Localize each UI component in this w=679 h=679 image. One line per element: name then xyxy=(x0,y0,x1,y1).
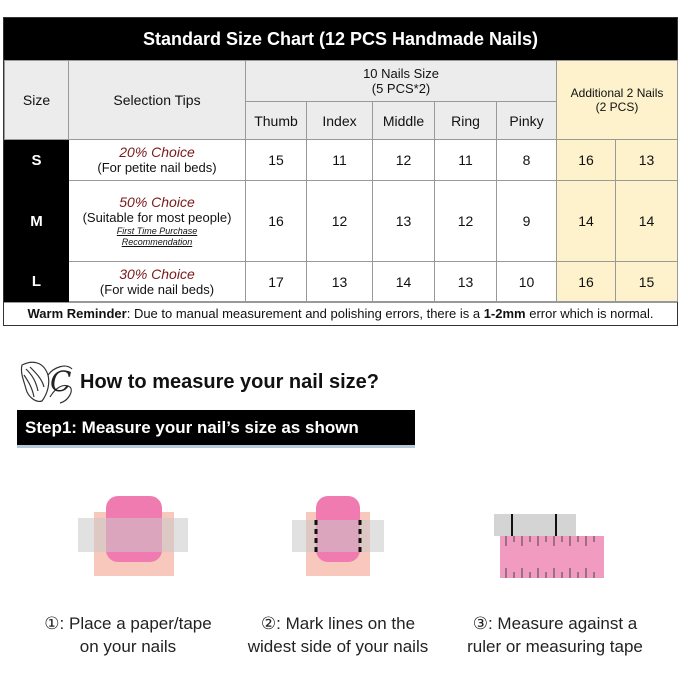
additional-value: 16 xyxy=(557,140,616,181)
step-caption-line2: ruler or measuring tape xyxy=(467,637,643,656)
header-size: Size xyxy=(5,61,69,140)
marked-nail-illustration xyxy=(292,492,384,576)
thumb-value: 15 xyxy=(246,140,307,181)
table-row xyxy=(5,181,678,262)
thumb-value: 16 xyxy=(246,181,307,262)
step-caption-2 xyxy=(236,612,440,658)
ring-value: 12 xyxy=(435,181,497,262)
step-caption-1 xyxy=(22,612,234,658)
thumb-value: 17 xyxy=(246,262,307,302)
table-row xyxy=(5,140,678,181)
size-chart xyxy=(3,17,678,326)
additional-value: 14 xyxy=(616,181,678,262)
ring-value: 11 xyxy=(435,140,497,181)
header-ten-nails-line1: 10 Nails Size xyxy=(363,66,439,81)
svg-text:C: C xyxy=(50,365,72,398)
step1-banner: Step1: Measure your nail’s size as shown xyxy=(17,410,415,448)
header-middle: Middle xyxy=(373,102,435,140)
middle-value: 12 xyxy=(373,140,435,181)
reminder-label: Warm Reminder xyxy=(27,306,127,321)
choice-description: (For wide nail beds) xyxy=(99,281,215,297)
table-row xyxy=(5,262,678,302)
middle-value: 14 xyxy=(373,262,435,302)
choice-description: (For petite nail beds) xyxy=(97,160,217,175)
step-caption-line2: on your nails xyxy=(79,637,177,656)
middle-value: 13 xyxy=(373,181,435,262)
header-ten-nails-line2: (5 PCS*2) xyxy=(371,81,431,96)
pinky-value: 9 xyxy=(497,181,557,262)
size-label: M xyxy=(5,181,69,262)
additional-value: 15 xyxy=(616,262,678,302)
header-additional-line1: Additional 2 Nails xyxy=(570,86,664,100)
selection-tip xyxy=(69,181,246,262)
size-label: S xyxy=(5,140,69,181)
tape-on-nail-illustration xyxy=(78,492,188,576)
index-value: 12 xyxy=(307,181,373,262)
choice-percent: 20% Choice xyxy=(119,144,195,160)
index-value: 11 xyxy=(307,140,373,181)
step-caption-line1: ①: Place a paper/tape xyxy=(44,614,212,633)
additional-value: 16 xyxy=(557,262,616,302)
header-ten-nails xyxy=(246,61,557,102)
pinky-value: 10 xyxy=(497,262,557,302)
header-additional-line2: (2 PCS) xyxy=(595,100,639,114)
selection-tip xyxy=(69,140,246,181)
reminder-bold: 1-2mm xyxy=(483,306,526,321)
header-additional xyxy=(557,61,678,140)
warm-reminder xyxy=(4,302,677,325)
pinky-value: 8 xyxy=(497,140,557,181)
recommendation-line2: Recommendation xyxy=(121,237,193,247)
size-label: L xyxy=(5,262,69,302)
size-table xyxy=(4,60,678,302)
additional-value: 14 xyxy=(557,181,616,262)
choice-percent: 30% Choice xyxy=(119,265,195,282)
recommendation-line1: First Time Purchase xyxy=(116,226,198,236)
reminder-text-a: : Due to manual measurement and polishing errors, there is a xyxy=(126,306,484,321)
step-caption-line1: ③: Measure against a xyxy=(472,614,638,633)
choice-description: (Suitable for most people) xyxy=(82,210,232,225)
ruler-illustration xyxy=(494,512,606,578)
header-selection-tips: Selection Tips xyxy=(69,61,246,140)
step-caption-line1: ②: Mark lines on the xyxy=(260,614,416,633)
selection-tip xyxy=(69,262,246,302)
ring-value: 13 xyxy=(435,262,497,302)
header-thumb: Thumb xyxy=(246,102,307,140)
reminder-text-b: error which is normal. xyxy=(525,306,654,321)
header-ring: Ring xyxy=(435,102,497,140)
how-to-section xyxy=(14,357,454,407)
how-to-title: How to measure your nail size? xyxy=(80,371,379,393)
header-pinky: Pinky xyxy=(497,102,557,140)
header-index: Index xyxy=(307,102,373,140)
chart-title: Standard Size Chart (12 PCS Handmade Nails) xyxy=(4,18,677,60)
butterfly-icon xyxy=(14,357,80,407)
index-value: 13 xyxy=(307,262,373,302)
choice-percent: 50% Choice xyxy=(119,194,195,210)
step-caption-line2: widest side of your nails xyxy=(247,637,429,656)
step-caption-3 xyxy=(452,612,658,658)
additional-value: 13 xyxy=(616,140,678,181)
